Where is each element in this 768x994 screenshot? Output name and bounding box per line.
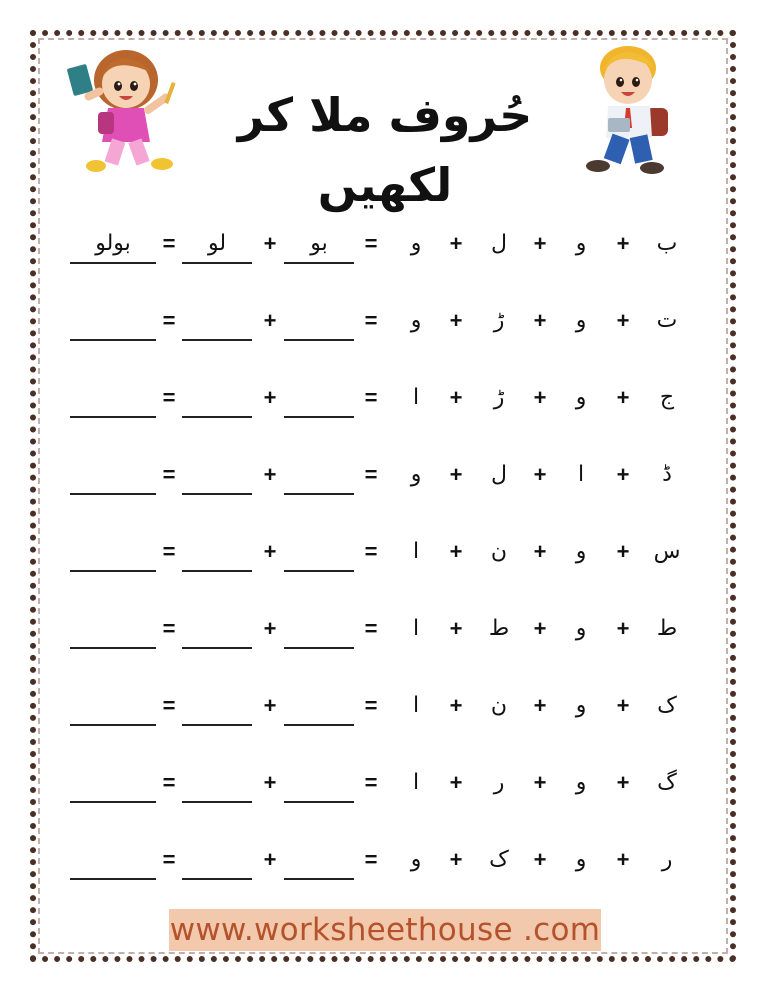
plus-sign: +: [449, 693, 463, 718]
letter: و: [410, 462, 422, 487]
exercise-row: [66, 591, 686, 668]
plus-sign: +: [616, 385, 630, 410]
letter: گ: [657, 770, 677, 795]
letter: ا: [412, 770, 420, 795]
answer-blank[interactable]: [284, 763, 354, 803]
answer-blank[interactable]: [182, 840, 252, 880]
letter: ط: [656, 616, 678, 641]
letter: و: [575, 770, 587, 795]
letter: ت: [656, 308, 678, 333]
letter: ا: [412, 539, 420, 564]
plus-sign: +: [263, 462, 277, 487]
letter: و: [410, 231, 422, 256]
equals-sign: =: [364, 462, 378, 487]
letter: ڑ: [493, 308, 505, 333]
equals-sign: =: [162, 231, 176, 256]
answer-blank[interactable]: [182, 763, 252, 803]
answer-blank[interactable]: [182, 455, 252, 495]
plus-sign: +: [533, 847, 547, 872]
exercise-row: [66, 283, 686, 360]
plus-sign: +: [616, 693, 630, 718]
plus-sign: +: [263, 539, 277, 564]
answer-blank[interactable]: لو: [182, 224, 252, 264]
letter: ڈ: [662, 462, 672, 487]
equals-sign: =: [162, 847, 176, 872]
website-footer: www.worksheethouse .com: [169, 909, 601, 951]
answer-blank[interactable]: بولو: [70, 224, 156, 264]
plus-sign: +: [263, 231, 277, 256]
plus-sign: +: [533, 770, 547, 795]
plus-sign: +: [263, 693, 277, 718]
answer-blank[interactable]: [70, 532, 156, 572]
exercise-rows: [66, 206, 686, 899]
equals-sign: =: [162, 462, 176, 487]
plus-sign: +: [533, 539, 547, 564]
answer-blank[interactable]: [70, 609, 156, 649]
letter: ج: [659, 385, 675, 410]
equals-sign: =: [162, 385, 176, 410]
letter: ن: [490, 539, 508, 564]
plus-sign: +: [263, 616, 277, 641]
letter: ط: [488, 616, 510, 641]
letter: ل: [491, 231, 507, 256]
plus-sign: +: [533, 308, 547, 333]
answer-blank[interactable]: [70, 763, 156, 803]
plus-sign: +: [449, 385, 463, 410]
answer-blank[interactable]: [182, 301, 252, 341]
exercise-row: [66, 822, 686, 899]
letter: و: [410, 847, 422, 872]
plus-sign: +: [449, 231, 463, 256]
plus-sign: +: [449, 539, 463, 564]
equals-sign: =: [162, 770, 176, 795]
letter: و: [575, 231, 587, 256]
plus-sign: +: [263, 308, 277, 333]
answer-blank[interactable]: [70, 686, 156, 726]
plus-sign: +: [616, 308, 630, 333]
answer-blank[interactable]: [70, 455, 156, 495]
boy-illustration: [578, 38, 684, 178]
letter: ا: [412, 693, 420, 718]
answer-blank[interactable]: [284, 840, 354, 880]
equals-sign: =: [162, 539, 176, 564]
answer-blank[interactable]: [284, 532, 354, 572]
letter: ک: [489, 847, 509, 872]
answer-blank[interactable]: بو: [284, 224, 354, 264]
plus-sign: +: [263, 847, 277, 872]
letter: و: [575, 385, 587, 410]
plus-sign: +: [449, 770, 463, 795]
plus-sign: +: [533, 462, 547, 487]
letter: و: [575, 616, 587, 641]
plus-sign: +: [616, 847, 630, 872]
answer-blank[interactable]: [284, 455, 354, 495]
plus-sign: +: [533, 616, 547, 641]
equals-sign: =: [162, 693, 176, 718]
equals-sign: =: [364, 385, 378, 410]
plus-sign: +: [263, 385, 277, 410]
equals-sign: =: [364, 693, 378, 718]
letter: و: [575, 693, 587, 718]
girl-illustration: [64, 38, 188, 178]
equals-sign: =: [364, 616, 378, 641]
plus-sign: +: [533, 385, 547, 410]
plus-sign: +: [449, 308, 463, 333]
equals-sign: =: [364, 308, 378, 333]
letter: ر: [661, 847, 673, 872]
plus-sign: +: [616, 462, 630, 487]
plus-sign: +: [449, 616, 463, 641]
plus-sign: +: [449, 462, 463, 487]
worksheet-title: حُروف ملا کر لکھیں: [237, 88, 533, 212]
answer-blank[interactable]: [182, 609, 252, 649]
letter: ل: [491, 462, 507, 487]
letter: و: [410, 308, 422, 333]
answer-blank[interactable]: [284, 378, 354, 418]
letter: و: [575, 539, 587, 564]
plus-sign: +: [533, 693, 547, 718]
exercise-row: [66, 668, 686, 745]
plus-sign: +: [616, 616, 630, 641]
answer-blank[interactable]: [182, 532, 252, 572]
letter: ک: [657, 693, 677, 718]
letter: ر: [493, 770, 505, 795]
plus-sign: +: [616, 231, 630, 256]
answer-blank[interactable]: [284, 686, 354, 726]
letter: ب: [656, 231, 678, 256]
answer-blank[interactable]: [70, 840, 156, 880]
plus-sign: +: [533, 231, 547, 256]
plus-sign: +: [616, 770, 630, 795]
letter: ا: [577, 462, 585, 487]
exercise-row: [66, 206, 686, 283]
equals-sign: =: [162, 616, 176, 641]
equals-sign: =: [364, 539, 378, 564]
answer-blank[interactable]: [70, 301, 156, 341]
letter: و: [575, 847, 587, 872]
answer-blank[interactable]: [284, 301, 354, 341]
plus-sign: +: [263, 770, 277, 795]
answer-blank[interactable]: [182, 686, 252, 726]
exercise-row: [66, 514, 686, 591]
letter: و: [575, 308, 587, 333]
equals-sign: =: [364, 231, 378, 256]
letter: س: [653, 539, 681, 564]
letter: ن: [490, 693, 508, 718]
answer-blank[interactable]: [70, 378, 156, 418]
plus-sign: +: [616, 539, 630, 564]
exercise-row: [66, 360, 686, 437]
exercise-row: [66, 745, 686, 822]
equals-sign: =: [364, 847, 378, 872]
exercise-row: [66, 437, 686, 514]
equals-sign: =: [162, 308, 176, 333]
answer-blank[interactable]: [284, 609, 354, 649]
letter: ا: [412, 385, 420, 410]
plus-sign: +: [449, 847, 463, 872]
equals-sign: =: [364, 770, 378, 795]
letter: ڑ: [493, 385, 505, 410]
answer-blank[interactable]: [182, 378, 252, 418]
letter: ا: [412, 616, 420, 641]
